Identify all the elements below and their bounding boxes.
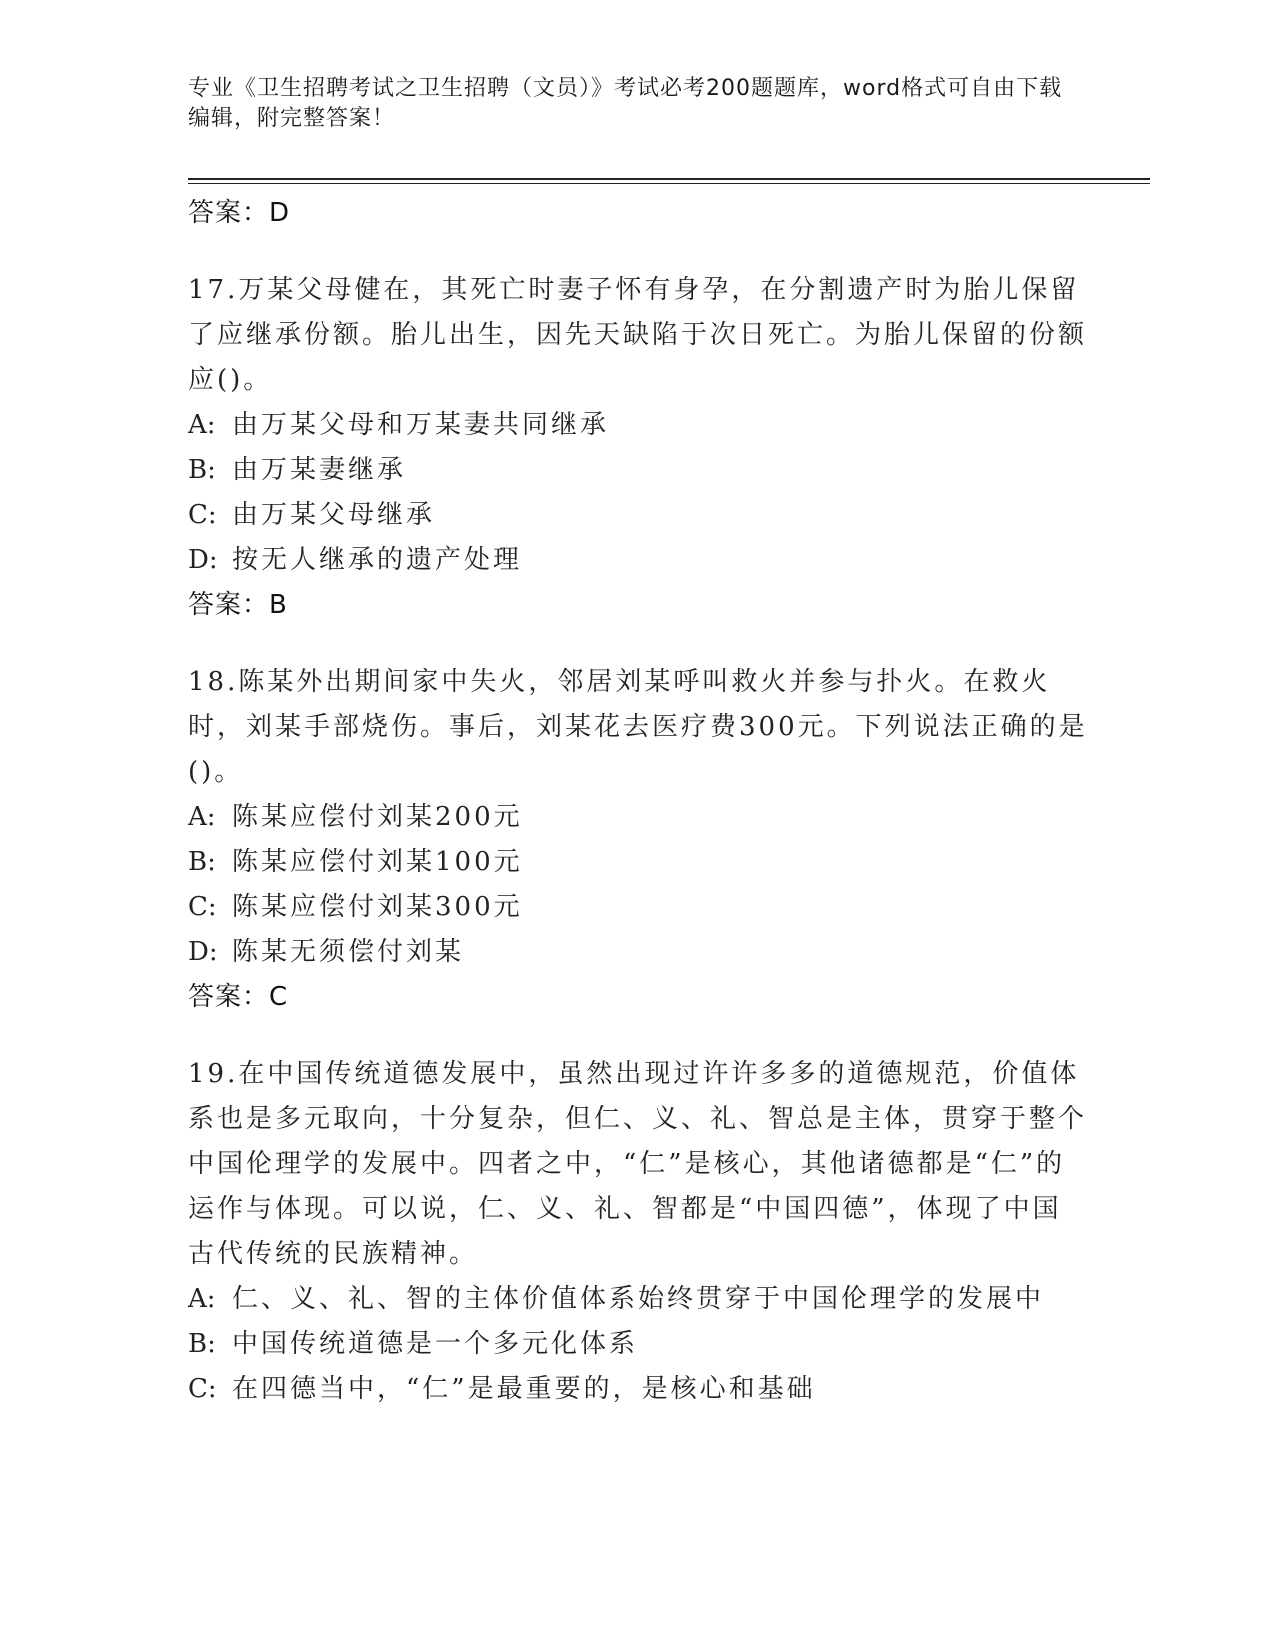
option-text: 中国传统道德是一个多元化体系 [232,1329,639,1359]
option-a [188,1277,1088,1322]
answer-line: 答案：D [188,198,291,228]
option-letter: D: [188,545,218,575]
option-a [188,795,1088,840]
header-divider-thin [188,183,1150,184]
question-stem: 19.在中国传统道德发展中，虽然出现过许许多多的道德规范，价值体系也是多元取向，十分复杂，但仁、义、礼、智总是主体，贯穿于整个中国伦理学的发展中。四者之中，“仁”是核心，其他诸德都是“仁”的运作与体现。可以说，仁、义、礼、智都是“中国四德”，体现了中国古代传统的民族精神。 [188,1059,1088,1269]
option-letter: B: [188,455,216,485]
option-d [188,538,1088,583]
option-letter: A: [188,802,216,832]
option-text: 由万某妻继承 [232,455,407,485]
header-divider-thick [188,178,1150,180]
option-text: 由万某父母继承 [232,500,436,530]
option-text: 按无人继承的遗产处理 [232,545,523,575]
option-a [188,403,1088,448]
question-18 [188,660,1088,1020]
option-text: 陈某应偿付刘某200元 [232,802,523,832]
option-text: 仁、义、礼、智的主体价值体系始终贯穿于中国伦理学的发展中 [232,1284,1045,1314]
option-letter: B: [188,1329,216,1359]
question-19 [188,1052,1088,1412]
option-text: 陈某应偿付刘某300元 [232,892,523,922]
page-header: 专业《卫生招聘考试之卫生招聘（文员）》考试必考200题题库，word格式可自由下载编辑，附完整答案！ [188,76,1063,131]
option-letter: D: [188,937,218,967]
option-text: 在四德当中，“仁”是最重要的，是核心和基础 [232,1374,816,1404]
option-c [188,1367,1088,1412]
option-text: 由万某父母和万某妻共同继承 [232,410,610,440]
option-text: 陈某应偿付刘某100元 [232,847,523,877]
answer-line: 答案：C [188,982,289,1012]
question-17 [188,268,1088,628]
option-c [188,885,1088,930]
option-d [188,930,1088,975]
option-letter: C: [188,892,217,922]
question-stem: 18.陈某外出期间家中失火，邻居刘某呼叫救火并参与扑火。在救火时，刘某手部烧伤。事后，刘某花去医疗费300元。下列说法正确的是()。 [188,667,1088,787]
option-b [188,1322,1088,1367]
option-letter: A: [188,410,216,440]
option-b [188,448,1088,493]
question-content [188,191,1088,1412]
spacer [188,628,1088,660]
option-b [188,840,1088,885]
option-text: 陈某无须偿付刘某 [232,937,465,967]
option-letter: B: [188,847,216,877]
answer-line: 答案：B [188,590,288,620]
option-letter: C: [188,1374,217,1404]
spacer [188,1020,1088,1052]
option-letter: A: [188,1284,216,1314]
question-stem: 17.万某父母健在，其死亡时妻子怀有身孕，在分割遗产时为胎儿保留了应继承份额。胎儿出生，因先天缺陷于次日死亡。为胎儿保留的份额应()。 [188,275,1088,395]
option-c [188,493,1088,538]
spacer [188,236,1088,268]
option-letter: C: [188,500,217,530]
